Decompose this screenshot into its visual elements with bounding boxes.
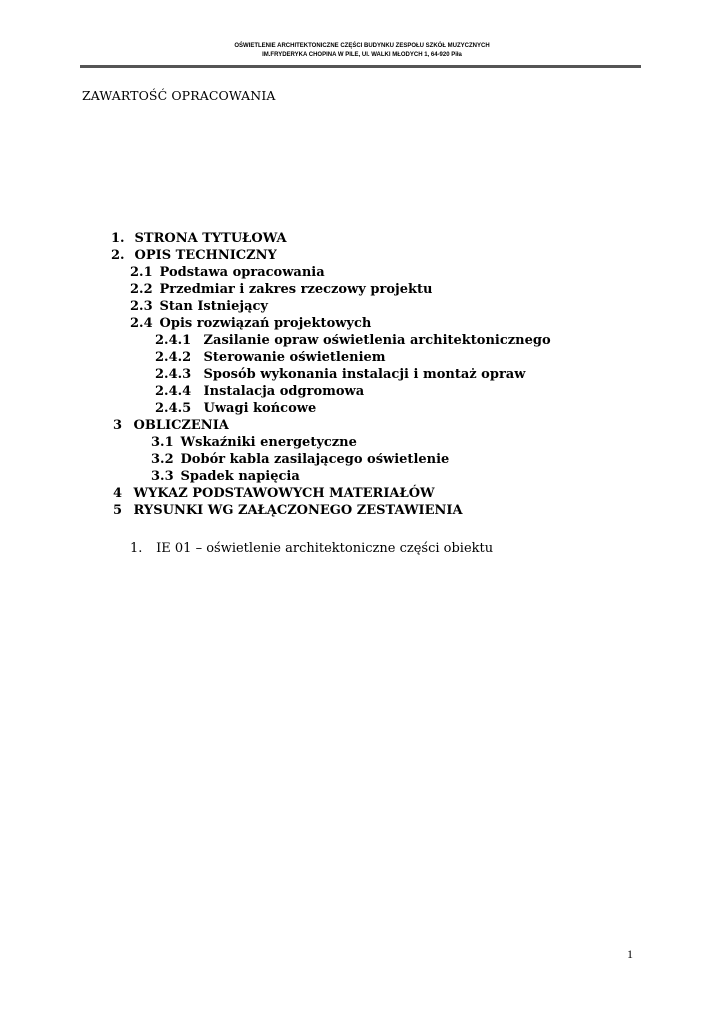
toc-text: RYSUNKI WG ZAŁĄCZONEGO ZESTAWIENIA xyxy=(133,503,463,518)
header-line-2: IM.FRYDERYKA CHOPINA W PILE, Ul. WALKI MŁODYCH 1, 64-920 Piła xyxy=(262,52,462,58)
toc-item xyxy=(155,400,316,417)
toc-number: 3.2 xyxy=(151,452,174,467)
toc-text: Sposób wykonania instalacji i montaż opraw xyxy=(203,367,526,382)
toc-number: 2.4.3 xyxy=(155,367,192,382)
toc-item xyxy=(155,383,364,400)
toc-item xyxy=(151,451,449,468)
toc-item xyxy=(155,332,551,349)
toc-item xyxy=(155,349,386,366)
toc-number: 3.3 xyxy=(151,469,174,484)
toc-number: 1. xyxy=(111,231,125,246)
header-rule xyxy=(80,65,641,68)
toc-number: 5 xyxy=(113,503,123,518)
toc-text: WYKAZ PODSTAWOWYCH MATERIAŁÓW xyxy=(133,486,435,501)
toc-number: 2.4.5 xyxy=(155,401,192,416)
toc-item xyxy=(111,230,287,247)
toc-item xyxy=(130,298,268,315)
toc-number: 2.2 xyxy=(130,282,153,297)
toc-item xyxy=(151,468,300,485)
toc-number: 2.4 xyxy=(130,316,153,331)
document-title: ZAWARTOŚĆ OPRACOWANIA xyxy=(82,88,276,103)
header-line-1: OŚWIETLENIE ARCHITEKTONICZNE CZĘŚCI BUDYNKU ZESPOŁU SZKÓŁ MUZYCZNYCH xyxy=(234,43,490,49)
page-header xyxy=(0,42,724,60)
toc-text: OBLICZENIA xyxy=(133,418,229,433)
toc-number: 3 xyxy=(113,418,123,433)
page-number: 1 xyxy=(627,947,633,961)
toc-item xyxy=(151,434,357,451)
drawing-text: IE 01 – oświetlenie architektoniczne części obiektu xyxy=(156,541,494,556)
toc-item xyxy=(130,315,371,332)
drawing-list-item xyxy=(130,540,493,557)
toc-number: 2.4.4 xyxy=(155,384,192,399)
toc-number: 2.1 xyxy=(130,265,153,280)
toc-text: Sterowanie oświetleniem xyxy=(203,350,386,365)
toc-number: 2.4.1 xyxy=(155,333,192,348)
toc-text: Podstawa opracowania xyxy=(159,265,325,280)
toc-number: 2.3 xyxy=(130,299,153,314)
toc-item xyxy=(113,485,435,502)
toc-text: Uwagi końcowe xyxy=(203,401,317,416)
toc-text: Stan Istniejący xyxy=(159,299,268,314)
toc-text: Przedmiar i zakres rzeczowy projektu xyxy=(159,282,433,297)
toc-item xyxy=(155,366,525,383)
toc-item xyxy=(111,247,277,264)
toc-number: 4 xyxy=(113,486,123,501)
toc-item xyxy=(130,264,325,281)
toc-item xyxy=(113,417,229,434)
toc-text: OPIS TECHNICZNY xyxy=(134,248,277,263)
toc-text: Opis rozwiązań projektowych xyxy=(159,316,372,331)
toc-text: STRONA TYTUŁOWA xyxy=(134,231,287,246)
toc-number: 3.1 xyxy=(151,435,174,450)
toc-text: Wskaźniki energetyczne xyxy=(180,435,357,450)
toc-number: 2. xyxy=(111,248,125,263)
toc-number: 2.4.2 xyxy=(155,350,192,365)
toc-text: Spadek napięcia xyxy=(180,469,300,484)
toc-text: Instalacja odgromowa xyxy=(203,384,365,399)
toc-text: Zasilanie opraw oświetlenia architektonicznego xyxy=(203,333,551,348)
toc-item xyxy=(113,502,463,519)
drawing-number: 1. xyxy=(130,541,143,556)
toc-text: Dobór kabla zasilającego oświetlenie xyxy=(180,452,450,467)
toc-item xyxy=(130,281,432,298)
